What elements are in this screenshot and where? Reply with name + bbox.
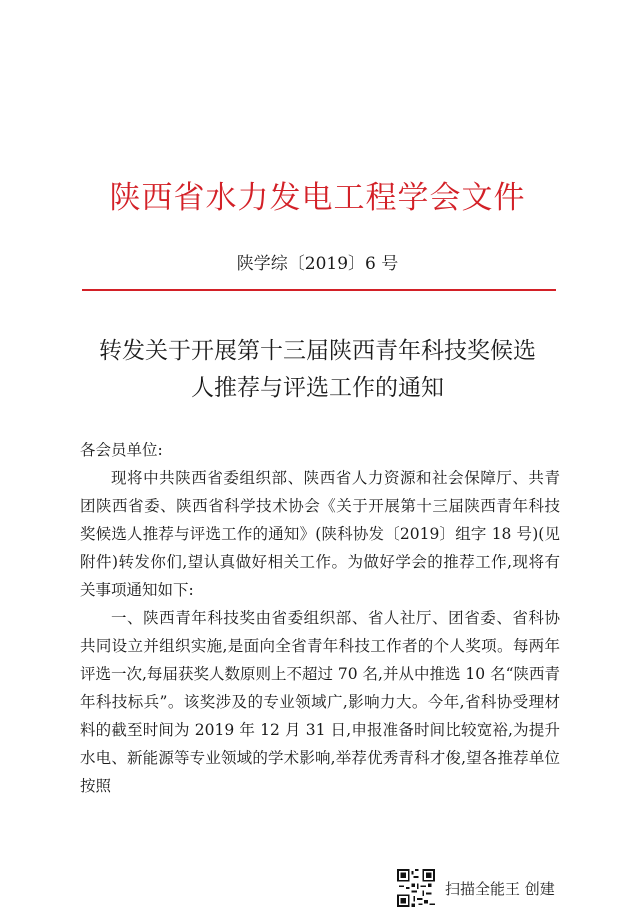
document-body: [80, 436, 560, 800]
body-paragraph: 一、陕西青年科技奖由省委组织部、省人社厅、团省委、省科协共同设立并组织实施,是面向全省青年科技工作者的个人奖项。每两年评选一次,每届获奖人数原则上不超过 70 名,并从中推选 10 名“陕西青年科技标兵”。该奖涉及的专业领域广,影响力大。今年,省科协受理材料的截至时间为 2019 年 12 月 31 日,申报准备时间比较宽裕,为提升水电、新能源等专业领域的学术影响,举荐优秀青科才俊,望各推荐单位按照: [80, 609, 560, 795]
red-divider: [82, 289, 556, 291]
salutation: 各会员单位:: [80, 441, 163, 459]
org-title: 陕西省水力发电工程学会文件: [109, 180, 526, 216]
qr-code-icon: [397, 869, 435, 907]
document-title-line: 人推荐与评选工作的通知: [191, 375, 444, 401]
document-title-line: 转发关于开展第十三届陕西青年科技奖候选: [99, 338, 536, 364]
document-title: [0, 333, 635, 407]
document-number: 陕学综〔2019〕6 号: [236, 254, 399, 274]
scanner-watermark: [397, 868, 555, 908]
body-paragraph: 现将中共陕西省委组织部、陕西省人力资源和社会保障厅、共青团陕西省委、陕西省科学技术协会《关于开展第十三届陕西青年科技奖候选人推荐与评选工作的通知》(陕科协发〔2019〕组字 18 号)(见附件)转发你们,望认真做好相关工作。为做好学会的推荐工作,现将有关事项通知如下:: [80, 469, 560, 599]
watermark-text: 扫描全能王 创建: [445, 879, 555, 898]
